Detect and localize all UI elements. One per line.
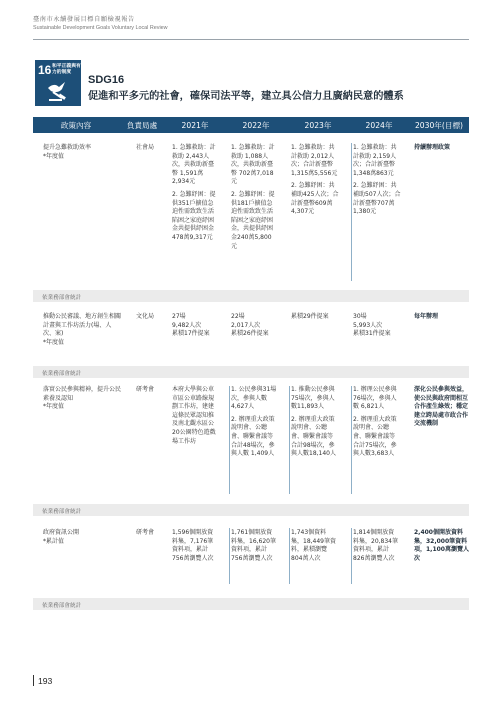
- col-header-2022: 2022年: [242, 121, 270, 130]
- row1-content: 提升急難救助效率 *年度值: [43, 144, 92, 160]
- row1-2022: 1. 急難救助：計救助 1,088人次，共救助新臺幣 702萬7,018元 2. 急難紓困：提供181戶擴值急迫性需致致生活陷困之家庭紓困金，共提供紓困金240萬5,800元: [231, 144, 275, 250]
- row3-2021: 本府大學與公車市區公車路線規劃工作坊，建建這條民眾認知推及南北觀水區公20公園特色遊戲場工作坊: [172, 386, 216, 445]
- header-divider: [33, 39, 469, 40]
- dove-gavel-icon: [46, 80, 70, 102]
- row3-2023: 1. 推動公民參與75場次，參與人數11,893人 2. 辦理重大政策說明會、公聽會、聯繫會議等合計98場次，參與人數18,140人: [291, 386, 336, 458]
- row4-target: 2,400個開放資料集，32,000筆資料項，1,100萬瀏覽人次: [414, 529, 469, 562]
- row2-2024: 30場 5,993人次 累積31件提案: [353, 313, 391, 338]
- row4-content: 政府資訊公開 *累計值: [43, 529, 80, 545]
- row1-divider: [351, 143, 352, 281]
- page-number-bar: [33, 675, 34, 686]
- row3-divider-c: [351, 386, 352, 494]
- sdg-title: 促進和平多元的社會，確保司法平等，建立具公信力且廣納民意的體系: [88, 91, 404, 102]
- row3-2022: 1. 公民參與31場次，參與人數4,627人 2. 辦理重大政策說明會、公聽會、聯繫會議等合計48場次，參與人數 1,409人: [231, 386, 277, 458]
- sdg16-badge: [35, 60, 81, 106]
- row2-2023: 累積29件提案: [291, 313, 329, 320]
- row4-divider-a: [229, 528, 230, 584]
- sdg-title-block: [88, 74, 404, 102]
- row4-2021: 1,596個開放資料集，7,176筆資料項，累計756萬瀏覽人次: [172, 529, 214, 562]
- row3-dept: 研考會: [136, 386, 155, 393]
- row2-target: 每年辦理: [414, 313, 439, 320]
- col-header-2024: 2024年: [365, 121, 393, 130]
- row4-divider-b: [289, 528, 290, 584]
- col-header-2030: 2030年(目標): [414, 121, 464, 130]
- row3-target: 深化公民參與效益，使公民與政府間相互合作產生綠效；穩定建立跨局處市政合作交流機制: [414, 386, 469, 428]
- row1-dept: 社會局: [136, 144, 155, 151]
- row2-2021: 27場 9,482人次 累積17件提案: [172, 313, 210, 338]
- row3-divider-b: [289, 386, 290, 494]
- row2-2022: 22場 2,017人次 累積26件提案: [231, 313, 269, 338]
- page-number-text: 193: [38, 675, 53, 686]
- row1-2023: 1. 急難救助：共計救助 2,012人次；合計新臺幣 1,315萬5,556元 2. 急難紓困：共補助425人次；合計新臺幣609萬4,307元: [291, 144, 339, 216]
- row1-2024: 1. 急難救助：共計救助 2,159人次；合計新臺幣 1,348萬863元 2. 急難紓困：共補助507人次；合計新臺幣707萬1,380元: [353, 144, 401, 216]
- row4-2024: 1,814個開放資料集，20,834筆資料項，累計826萬瀏覽人次: [353, 529, 398, 562]
- row3-content: 落實公民參與精神，提升公民素養及認知 *年度值: [43, 386, 122, 411]
- header-title-en: Sustainable Development Goals Voluntary Local Review: [33, 25, 168, 31]
- row4-source-note: 依業務部會統計: [33, 598, 469, 610]
- row2-content: 推動公民審議、地方創生相關計畫與工作坊活力(場、人次、案) *年度值: [43, 313, 122, 346]
- row3-source-note: 依業務部會統計: [33, 504, 469, 516]
- page-number: [33, 675, 52, 686]
- document-header: [33, 14, 168, 31]
- header-title-zh: 臺南市永續發展目標自願檢視報告: [33, 16, 135, 23]
- row4-2023: 1,743個資料集，18,449筆資料，累積瀏覽804萬人次: [291, 529, 336, 562]
- row4-divider-c: [351, 528, 352, 584]
- col-header-content: 政策內容: [60, 121, 92, 130]
- row3-divider-a: [229, 386, 230, 494]
- row2-dept: 文化局: [136, 313, 155, 320]
- col-header-2021: 2021年: [181, 121, 209, 130]
- badge-number: 16: [38, 63, 52, 77]
- row3-2024: 1. 辦理公民參與76場次，參與人數 6,821人 2. 辦理重大政策說明會、公聽會、聯繫會議等合計75場次，參與人數3,683人: [353, 386, 397, 458]
- row1-source-note: 依業務部會統計: [33, 290, 469, 302]
- row4-2022: 1,761個開放資料集，16,620筆資料項，累計756萬瀏覽人次: [231, 529, 276, 562]
- badge-text: 和平正義與有力的制度: [52, 64, 81, 75]
- sdg-code: SDG16: [88, 74, 125, 86]
- row4-dept: 研考會: [136, 529, 155, 536]
- col-header-dept: 負責局處: [126, 121, 158, 130]
- row1-target: 持續辦理政策: [414, 144, 451, 151]
- row2-source-note: 依業務部會統計: [33, 366, 469, 378]
- col-header-2023: 2023年: [304, 121, 332, 130]
- row1-2021: 1. 急難救助：計救助 2,443人次，共救助新臺幣 1,591萬2,934元 2. 急難紓困：提供351戶擴值急迫性需致致生活陷困之家庭紓困金共提供紓困金478萬9,317元: [172, 144, 216, 241]
- table-header: [33, 117, 469, 133]
